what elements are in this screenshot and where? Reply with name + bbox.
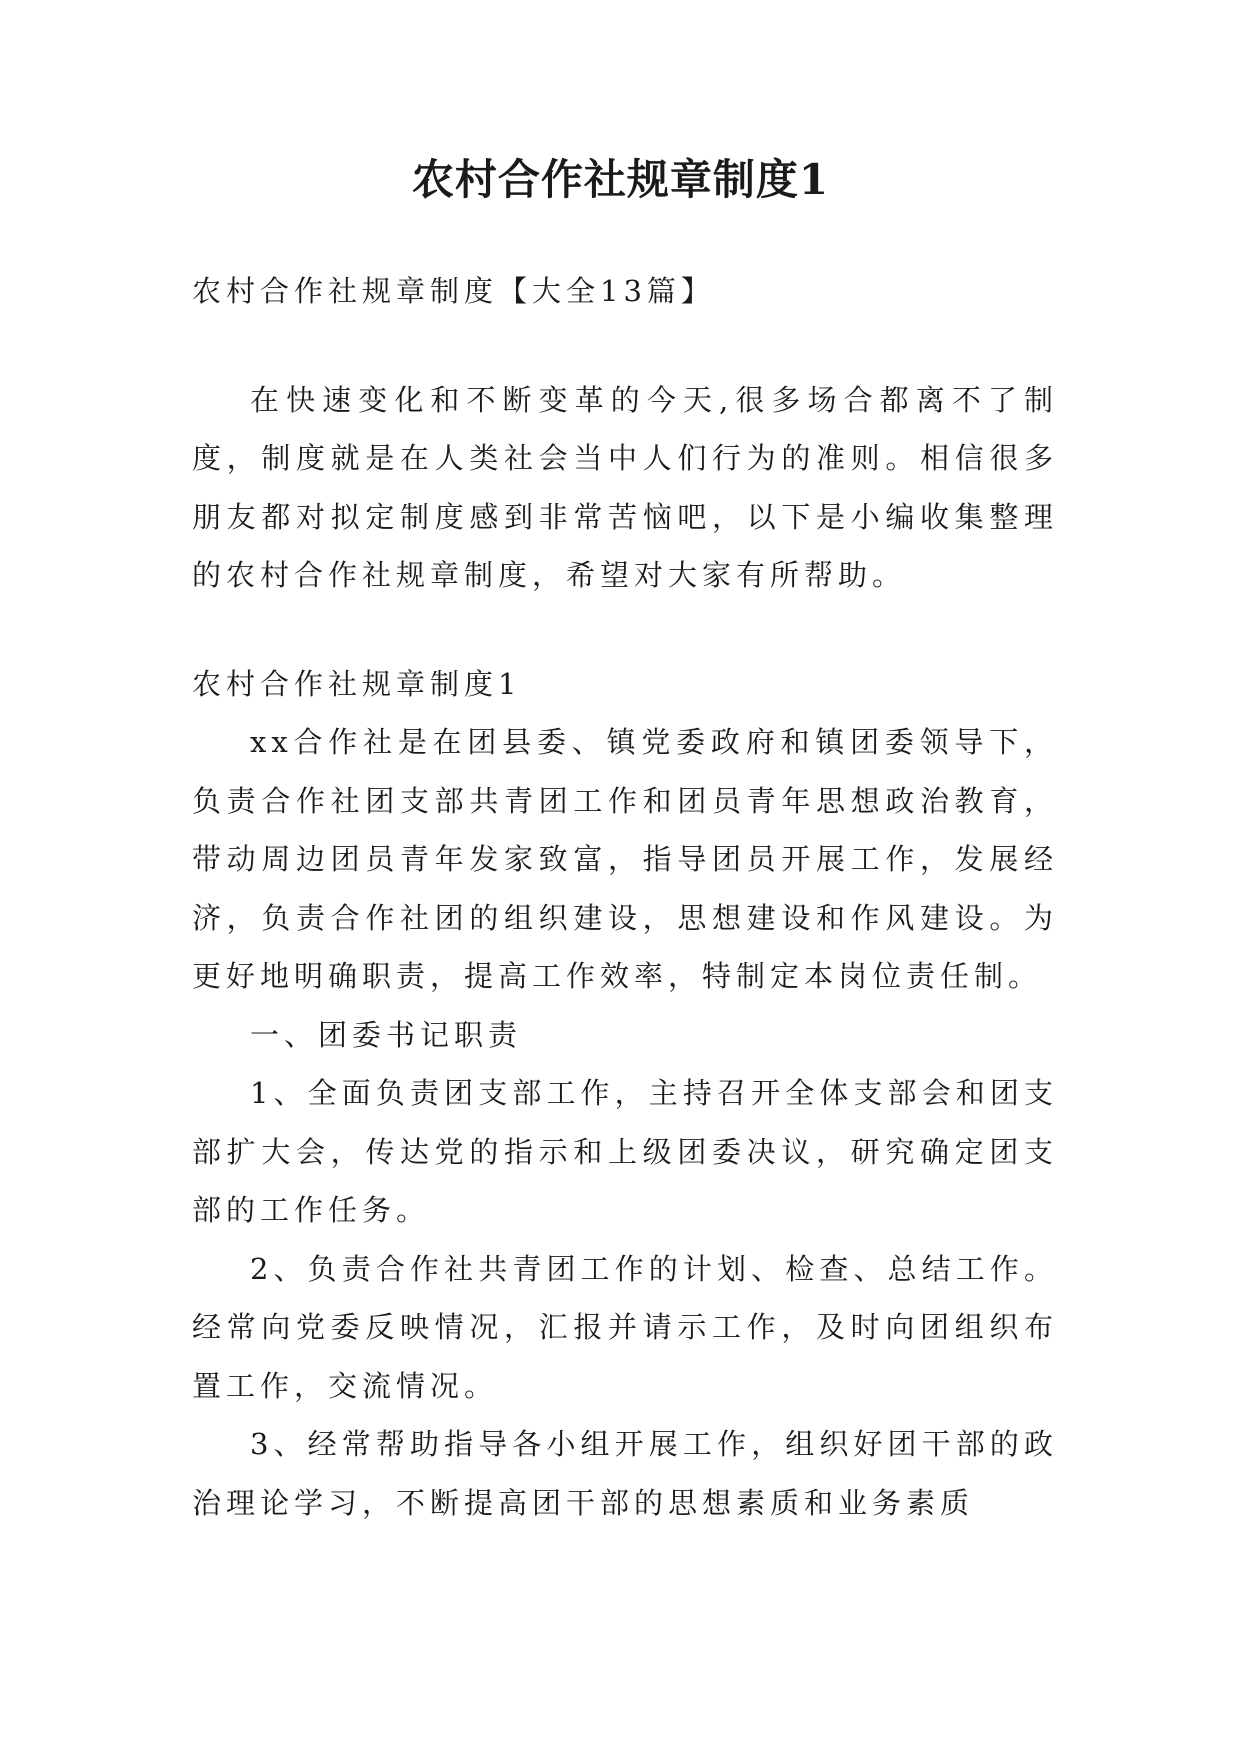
- duty-item-3: 3、经常帮助指导各小组开展工作，组织好团干部的政治理论学习，不断提高团干部的思想素质和业务素质: [192, 1427, 1058, 1520]
- intro-paragraph: 在快速变化和不断变革的今天,很多场合都离不了制度，制度就是在人类社会当中人们行为的准则。相信很多朋友都对拟定制度感到非常苦恼吧，以下是小编收集整理的农村合作社规章制度，希望对大家有所帮助。: [192, 382, 1058, 592]
- spacer: [192, 605, 1058, 655]
- section-heading: 农村合作社规章制度1: [192, 666, 522, 701]
- section-intro-paragraph: xx合作社是在团县委、镇党委政府和镇团委领导下，负责合作社团支部共青团工作和团员青年思想政治教育，带动周边团员青年发家致富，指导团员开展工作，发展经济，负责合作社团的组织建设，思想建设和作风建设。为更好地明确职责，提高工作效率，特制定本岗位责任制。: [192, 725, 1058, 993]
- subheading-secretary-duties: 一、团委书记职责: [250, 1017, 523, 1052]
- spacer: [192, 321, 1058, 371]
- document-body: [192, 262, 1058, 1532]
- document-subtitle: 农村合作社规章制度【大全13篇】: [192, 274, 715, 308]
- duty-item-2: 2、负责合作社共青团工作的计划、检查、总结工作。经常向党委反映情况，汇报并请示工作，及时向团组织布置工作，交流情况。: [192, 1251, 1058, 1403]
- duty-item-1: 1、全面负责团支部工作，主持召开全体支部会和团支部扩大会，传达党的指示和上级团委决议，研究确定团支部的工作任务。: [192, 1076, 1058, 1227]
- document-title: 农村合作社规章制度1: [411, 155, 830, 204]
